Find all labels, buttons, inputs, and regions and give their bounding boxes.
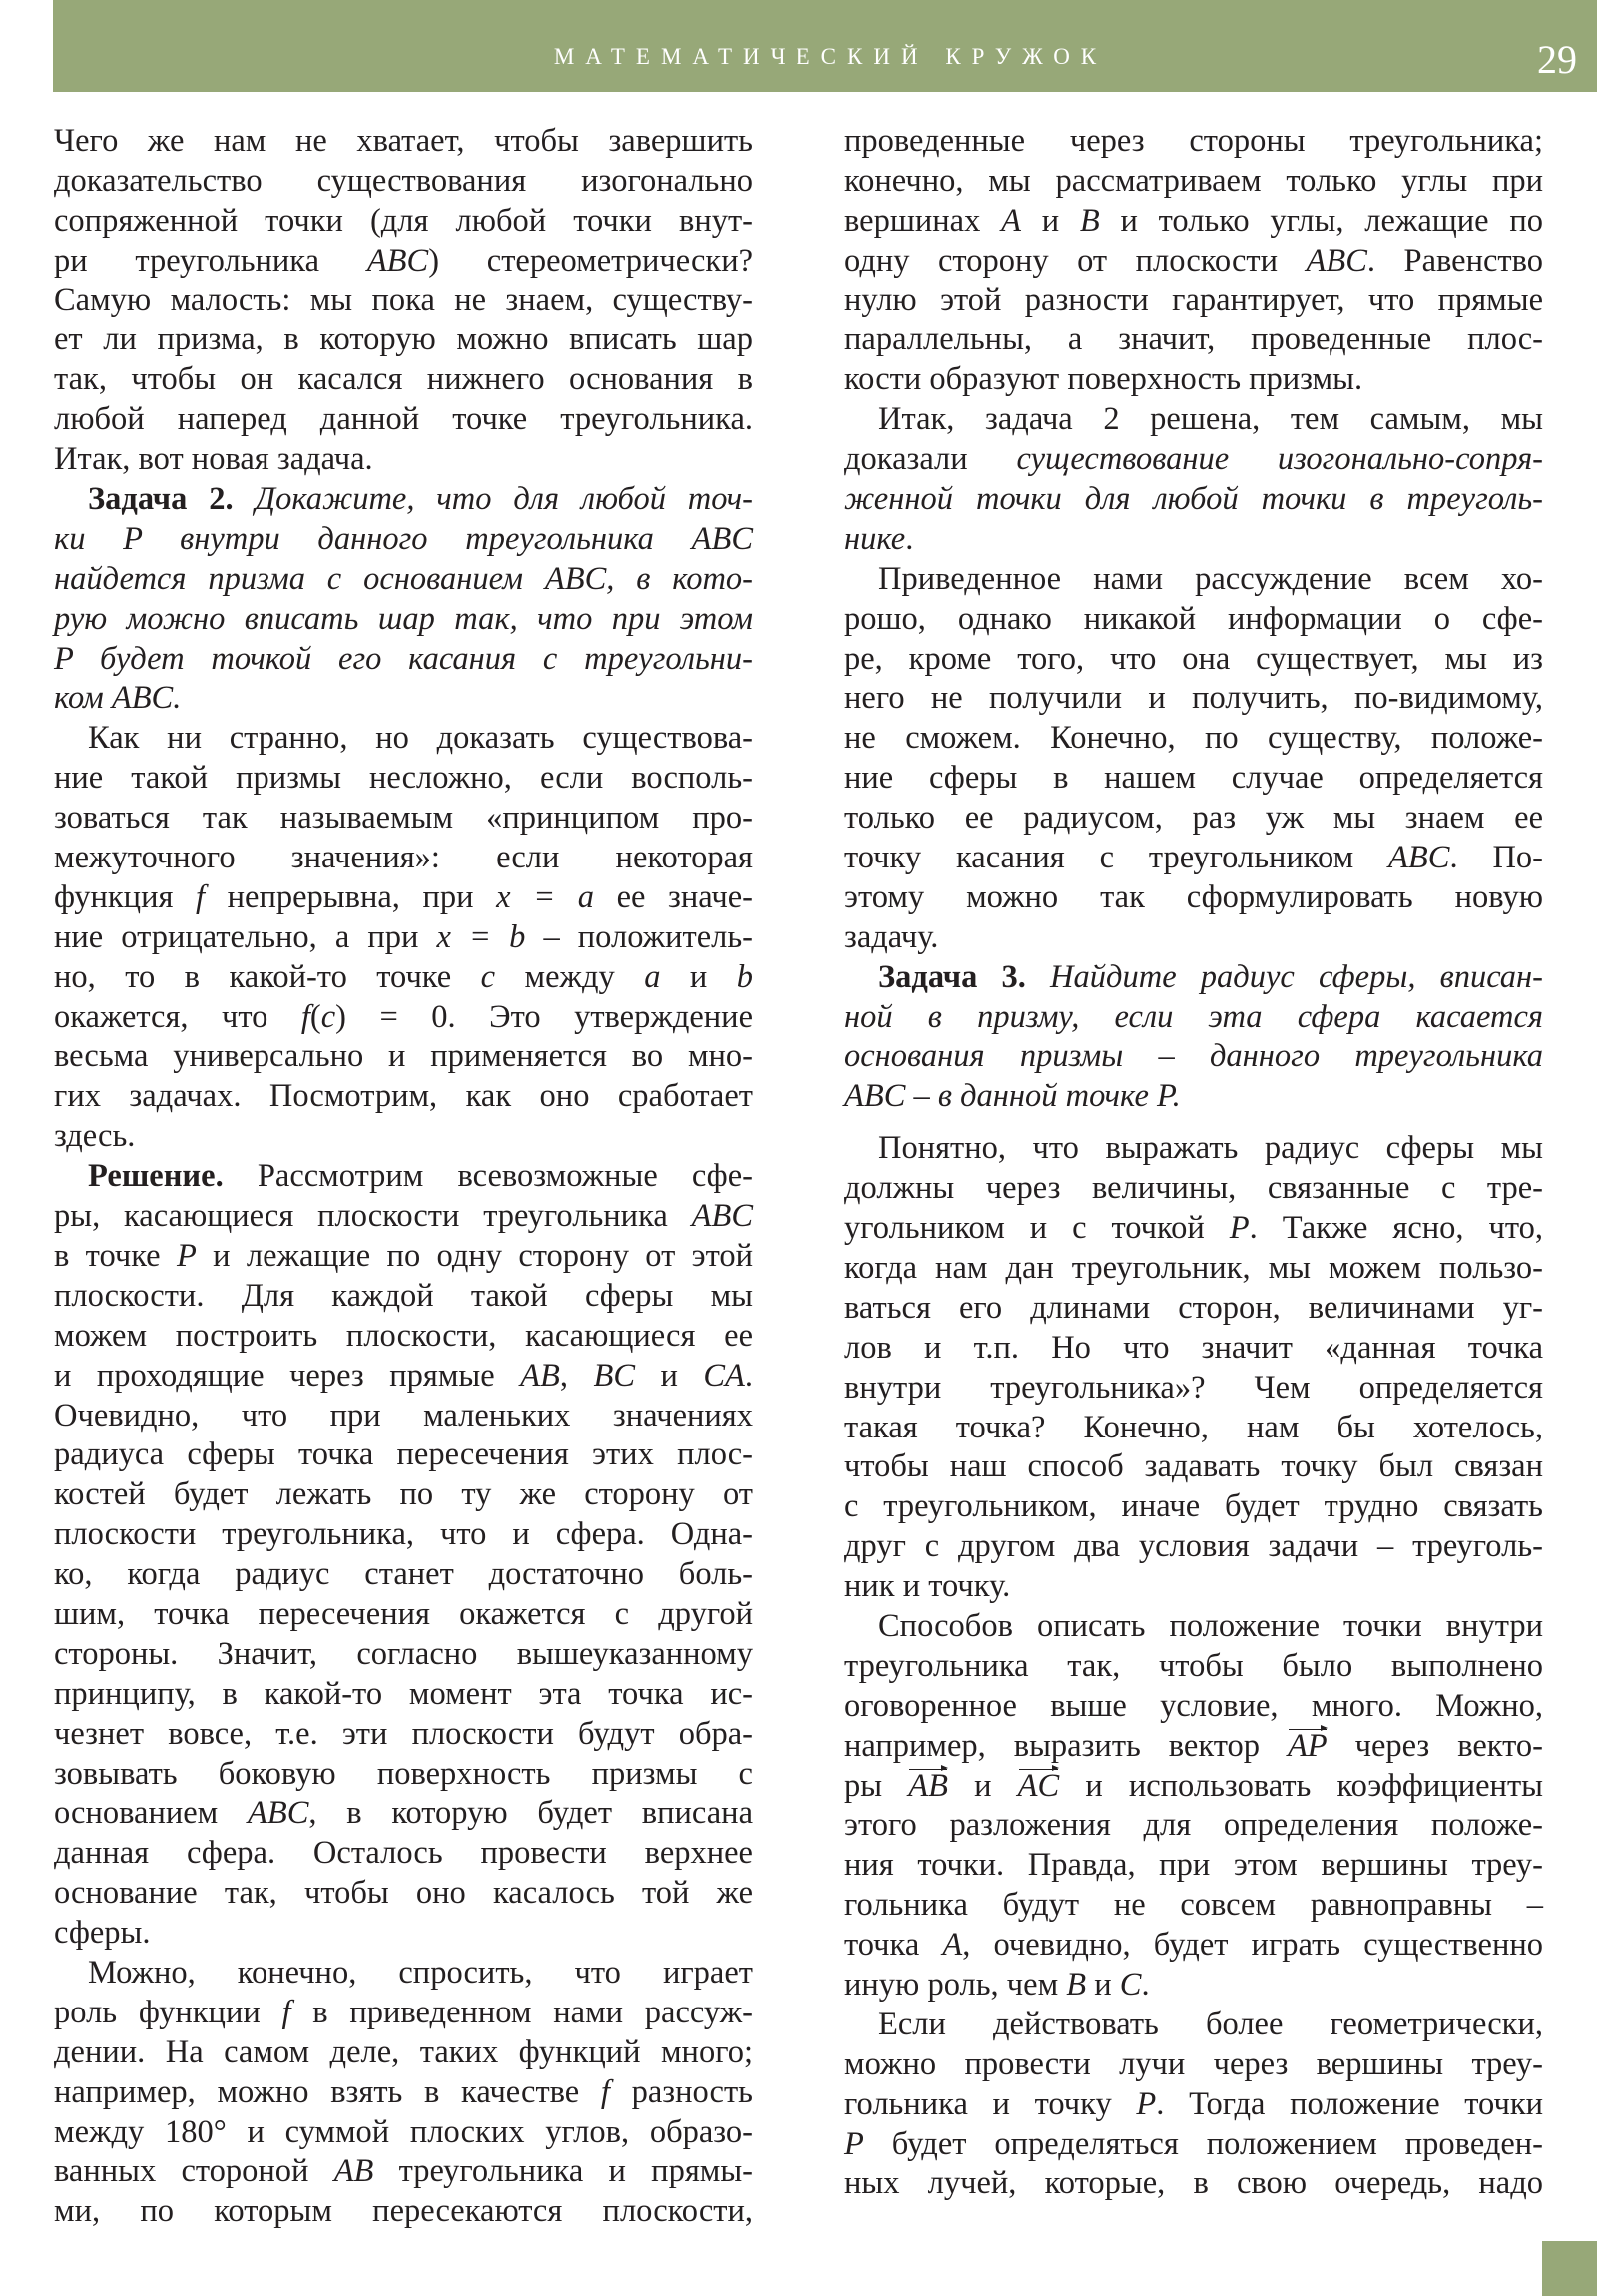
vector-notation: AC (1018, 1767, 1060, 1807)
text-segment: и проходящие через прямые (54, 1357, 521, 1394)
text-segment: , (559, 1357, 594, 1394)
text-segment: ние такой призмы несложно, если восполь- (54, 760, 753, 797)
text-line (54, 1157, 753, 1197)
text-line (54, 320, 753, 360)
text-line (844, 1169, 1543, 1209)
text-segment: основанием (54, 1795, 248, 1832)
text-segment: Если действовать более геометрически, (878, 2006, 1543, 2042)
text-line (54, 998, 753, 1038)
text-segment: ник и точку. (844, 1568, 1011, 1605)
text-segment: ко, когда радиус станет достаточно боль- (54, 1556, 753, 1593)
text-segment: ри треугольника (54, 242, 367, 279)
text-segment: него не получили и получить, по-видимому, (844, 680, 1543, 717)
text-line (54, 560, 753, 600)
running-header (53, 0, 1597, 92)
text-segment: ми, по которым пересекаются плоскости, (54, 2193, 753, 2230)
text-segment: ных лучей, которые, в свою очередь, надо (844, 2165, 1543, 2202)
text-line (844, 1129, 1543, 1169)
paragraph (844, 958, 1543, 1118)
text-line (54, 1755, 753, 1795)
italic-text: ABC (247, 1795, 309, 1832)
text-line (54, 1037, 753, 1077)
text-line (54, 2152, 753, 2192)
text-segment: разность (609, 2073, 753, 2110)
text-segment: вершинах (844, 202, 1002, 239)
paragraph (54, 719, 753, 1157)
text-segment: доказательство существования изогонально (54, 162, 753, 199)
text-segment: ры (844, 1767, 909, 1804)
paragraph (844, 400, 1543, 560)
text-segment: ( (309, 998, 321, 1035)
italic-text: f (300, 998, 310, 1035)
paragraph (54, 122, 753, 480)
text-segment: и лежащие по одну сторону от этой (196, 1237, 753, 1274)
text-line (844, 918, 1543, 958)
text-segment: . Тогда положение точки (1156, 2085, 1543, 2122)
paragraph (844, 560, 1543, 958)
text-line (844, 520, 1543, 560)
text-line (54, 1635, 753, 1675)
text-segment: данная сфера. Осталось провести верхнее (54, 1835, 753, 1872)
text-line (54, 1237, 753, 1277)
text-segment: ры, касающиеся плоскости треугольника (54, 1198, 692, 1235)
text-line (844, 560, 1543, 600)
text-segment: например, можно взять в качестве (54, 2073, 601, 2110)
left-column (54, 122, 753, 2232)
text-line (844, 679, 1543, 719)
italic-text: B (1066, 1966, 1087, 2003)
text-segment: и (947, 1767, 1018, 1804)
text-line (54, 1475, 753, 1515)
text-line (54, 600, 753, 640)
text-segment: только ее радиусом, раз уж мы знаем ее (844, 800, 1543, 837)
text-segment: должны через величины, связанные с тре- (844, 1170, 1543, 1207)
text-line (844, 1289, 1543, 1329)
vector-notation: AP (1288, 1727, 1328, 1767)
text-segment: плоскости. Для каждой такой сферы мы (54, 1277, 753, 1314)
text-line (844, 878, 1543, 918)
italic-text: женной точки для любой точки в треуголь- (844, 481, 1543, 518)
text-line (54, 799, 753, 839)
text-segment: с треугольником, иначе будет трудно связать (844, 1488, 1543, 1525)
journal-section-title: МАТЕМАТИЧЕСКИЙ КРУЖОК (553, 44, 1108, 69)
text-line (844, 1329, 1543, 1369)
italic-text: ком ABC. (54, 680, 182, 717)
text-segment: треугольника и прямы- (373, 2153, 753, 2190)
text-segment: Понятно, что выражать радиус сферы мы (878, 1130, 1543, 1167)
text-line (844, 1687, 1543, 1727)
italic-text: f (281, 1994, 291, 2030)
text-segment: и только углы, лежащие по (1099, 202, 1543, 239)
italic-text: A (1001, 202, 1021, 239)
text-segment: этому можно так сформулировать новую (844, 878, 1543, 915)
text-segment: . По- (1449, 840, 1543, 876)
text-line (54, 360, 753, 400)
italic-text: f (196, 878, 206, 915)
text-line (54, 1117, 753, 1157)
italic-text: a (644, 958, 661, 995)
text-line (844, 1886, 1543, 1926)
italic-text: AB (520, 1357, 560, 1394)
text-line (844, 799, 1543, 839)
text-line (844, 282, 1543, 321)
text-line (844, 600, 1543, 640)
paragraph (54, 1157, 753, 1954)
italic-text: A (942, 1927, 963, 1964)
text-segment: конечно, мы рассматриваем только углы при (844, 162, 1543, 199)
text-line (54, 1077, 753, 1117)
text-segment: в приведенном нами рассуж- (290, 1994, 753, 2030)
text-segment: друг с другом два условия задачи – треуголь- (844, 1528, 1543, 1565)
text-segment: радиуса сферы точка пересечения этих плос- (54, 1436, 753, 1473)
vector-notation: AB (908, 1767, 948, 1807)
text-line (844, 2125, 1543, 2165)
text-segment: не сможем. Конечно, по существу, положе- (844, 720, 1543, 757)
text-line (54, 918, 753, 958)
text-segment: одну сторону от плоскости (844, 242, 1307, 279)
italic-text: ной в призму, если эта сфера касается (844, 998, 1543, 1035)
text-line (54, 958, 753, 998)
text-segment: между (495, 958, 645, 995)
text-line (844, 1607, 1543, 1647)
italic-text: x = a (496, 878, 594, 915)
text-segment: кости образуют поверхность призмы. (844, 361, 1363, 398)
text-segment: оговоренное выше условие, много. Можно, (844, 1687, 1543, 1724)
text-segment: доказали (844, 441, 1017, 478)
text-segment: Способов описать положение точки внутри (878, 1607, 1543, 1644)
text-segment: между 180° и суммой плоских углов, образо- (54, 2113, 753, 2150)
text-segment: ) = 0. Это утверждение (335, 998, 753, 1035)
text-line (54, 1357, 753, 1397)
text-line (54, 719, 753, 759)
italic-text: C (1119, 1966, 1142, 2003)
text-segment: внутри треугольника»? Чем определяется (844, 1369, 1543, 1406)
italic-text: ABC (691, 1198, 753, 1235)
text-segment: – положитель- (525, 918, 753, 955)
text-line (844, 2006, 1543, 2045)
italic-text: P (1229, 1210, 1250, 1247)
italic-text: AB (333, 2153, 374, 2190)
italic-text: ABC (1306, 242, 1367, 279)
text-line (844, 162, 1543, 202)
text-line (844, 1037, 1543, 1077)
text-segment: лов и т.п. Но что значит «данная точка (844, 1329, 1543, 1366)
text-line (54, 440, 753, 480)
text-line (54, 1435, 753, 1475)
text-segment: зовывать боковую поверхность призмы с (54, 1755, 753, 1792)
paragraph (54, 480, 753, 719)
text-line (844, 1209, 1543, 1249)
italic-text: b (736, 958, 753, 995)
paragraph (54, 1954, 753, 2232)
text-line (844, 640, 1543, 680)
bold-label: Задача 2. (88, 481, 234, 518)
text-line (844, 1647, 1543, 1687)
text-segment: гих задачах. Посмотрим, как оно сработает (54, 1078, 753, 1115)
text-segment: окажется, что (54, 998, 301, 1035)
text-line (844, 440, 1543, 480)
text-segment: принципу, в какой-то момент эта точка ис- (54, 1675, 753, 1712)
text-segment: ее значе- (594, 878, 754, 915)
text-segment: и (635, 1357, 704, 1394)
text-segment: и (1086, 1966, 1120, 2003)
text-segment: гольника будут не совсем равноправны – (844, 1887, 1543, 1924)
text-segment: роль функции (54, 1994, 282, 2030)
text-line (54, 122, 753, 162)
text-segment: ванных стороной (54, 2153, 334, 2190)
italic-text: f (600, 2073, 610, 2110)
text-line (54, 480, 753, 520)
text-segment: можно провести лучи через вершины треу- (844, 2045, 1543, 2082)
text-line (54, 1914, 753, 1954)
text-line (844, 1487, 1543, 1527)
italic-text: P (844, 2125, 864, 2162)
text-segment: непрерывна, при (205, 878, 497, 915)
text-line (844, 1447, 1543, 1487)
text-segment: и использовать коэффициенты (1059, 1767, 1543, 1804)
text-line (844, 1077, 1543, 1117)
text-line (54, 1715, 753, 1755)
italic-text: существование изогонально-сопря- (1016, 441, 1543, 478)
text-segment: например, выразить вектор (844, 1727, 1288, 1764)
text-segment: Самую малость: мы пока не знаем, существу- (54, 282, 753, 318)
bold-label: Решение. (88, 1158, 224, 1195)
text-line (54, 242, 753, 282)
text-line (844, 958, 1543, 998)
text-line (844, 480, 1543, 520)
text-line (54, 1675, 753, 1715)
text-line (54, 162, 753, 202)
text-line (844, 360, 1543, 400)
text-line (54, 1317, 753, 1357)
text-segment: Итак, задача 2 решена, тем самым, мы (878, 401, 1543, 438)
text-segment: сопряженной точки (для любой точки внут- (54, 202, 753, 239)
text-line (54, 1595, 753, 1635)
text-segment: гольника и точку (844, 2085, 1137, 2122)
text-line (844, 759, 1543, 799)
text-segment: будет определяться положением проведен- (863, 2125, 1543, 2162)
text-line (54, 1794, 753, 1834)
text-line (844, 1369, 1543, 1409)
text-line (844, 2045, 1543, 2085)
text-segment: весьма универсально и применяется во мно- (54, 1038, 753, 1075)
text-line (54, 1874, 753, 1914)
text-line (844, 122, 1543, 162)
text-line (844, 320, 1543, 360)
right-column (844, 122, 1543, 2204)
text-segment: ваться его длинами сторон, величинами уг- (844, 1289, 1543, 1326)
text-segment: Как ни странно, но доказать существова- (88, 720, 753, 757)
text-segment: ) стереометрически? (428, 242, 754, 279)
text-line (54, 1515, 753, 1555)
italic-text: нике (844, 520, 906, 557)
italic-text: основания призмы – данного треугольника (844, 1038, 1543, 1075)
text-line (54, 282, 753, 321)
text-segment: Приведенное нами рассуждение всем хо- (878, 560, 1543, 597)
text-segment: ет ли призма, в которую можно вписать шар (54, 321, 753, 358)
text-segment: , очевидно, будет играть существенно (962, 1927, 1543, 1964)
text-segment: и (660, 958, 737, 995)
text-segment: . (905, 520, 914, 557)
text-segment: точка (844, 1927, 943, 1964)
italic-text: P будет точкой его касания с треугольни- (54, 640, 753, 677)
text-line (54, 2192, 753, 2232)
text-line (844, 2164, 1543, 2204)
text-line (844, 1567, 1543, 1607)
text-segment: задачу. (844, 918, 939, 955)
italic-text: Докажите, что для любой точ- (233, 481, 754, 518)
text-line (844, 202, 1543, 242)
text-segment: здесь. (54, 1118, 136, 1155)
text-line (54, 878, 753, 918)
text-segment: нулю этой разности гарантирует, что прямые (844, 282, 1543, 318)
text-line (844, 1727, 1543, 1767)
text-segment: шим, точка пересечения окажется с другой (54, 1595, 753, 1632)
text-segment: параллельны, а значит, проведенные плос- (844, 321, 1543, 358)
text-segment: . (1141, 1966, 1150, 2003)
text-segment: костей будет лежать по ту же сторону от (54, 1476, 753, 1513)
text-segment: и (1020, 202, 1080, 239)
italic-text: ABC (366, 242, 429, 279)
italic-text: P (176, 1237, 197, 1274)
text-segment: . (744, 1357, 753, 1394)
text-segment: точку касания с треугольником (844, 840, 1389, 876)
text-line (54, 2113, 753, 2153)
text-segment: плоскости треугольника, что и сфера. Одна- (54, 1516, 753, 1553)
text-line (54, 1277, 753, 1317)
text-segment: функция (54, 878, 197, 915)
text-segment: Итак, вот новая задача. (54, 441, 373, 478)
text-segment: когда нам дан треугольник, мы можем пользо- (844, 1249, 1543, 1286)
italic-text: ABC – в данной точке P. (844, 1078, 1181, 1115)
italic-text: найдется призма с основанием ABC, в кото- (54, 560, 753, 597)
italic-text: CA (703, 1357, 745, 1394)
text-segment: стороны. Значит, согласно вышеуказанному (54, 1635, 753, 1672)
bold-label: Задача 3. (878, 958, 1026, 995)
corner-decoration (1542, 2241, 1597, 2296)
text-segment: . Также ясно, что, (1249, 1210, 1543, 1247)
text-line (54, 1954, 753, 1994)
text-line (54, 520, 753, 560)
text-line (54, 1397, 753, 1436)
paragraph (844, 1129, 1543, 1607)
text-segment: Очевидно, что при маленьких значениях (54, 1397, 753, 1434)
text-line (54, 202, 753, 242)
paragraph (844, 122, 1543, 400)
text-segment: чезнет вовсе, т.е. эти плоскости будут обра- (54, 1715, 753, 1752)
text-line (54, 1197, 753, 1237)
paragraph (844, 1607, 1543, 2006)
text-line (844, 1806, 1543, 1846)
text-segment: рошо, однако никакой информации о сфе- (844, 600, 1543, 637)
text-line (54, 1994, 753, 2033)
text-line (844, 1846, 1543, 1886)
text-segment: зоваться так называемым «принципом про- (54, 800, 753, 837)
text-line (844, 1527, 1543, 1567)
text-segment: можем построить плоскости, касающиеся ее (54, 1317, 753, 1354)
italic-text: ABC (1388, 840, 1450, 876)
text-segment: любой наперед данной точке треугольника. (54, 401, 753, 438)
italic-text: B (1079, 202, 1100, 239)
text-line (844, 1249, 1543, 1289)
text-line (54, 1555, 753, 1595)
text-segment: основание так, чтобы оно касалось той же (54, 1875, 753, 1912)
text-segment: межуточного значения»: если некоторая (54, 840, 753, 876)
text-segment: в точке (54, 1237, 177, 1274)
text-line (844, 1409, 1543, 1448)
text-line (54, 759, 753, 799)
text-line (844, 839, 1543, 878)
text-segment: ния точки. Правда, при этом вершины треу- (844, 1847, 1543, 1884)
italic-text: Найдите радиус сферы, вписан- (1025, 958, 1544, 995)
text-line (844, 1926, 1543, 1966)
text-line (54, 400, 753, 440)
text-line (54, 679, 753, 719)
text-line (844, 1767, 1543, 1807)
italic-text: P (1136, 2085, 1157, 2122)
text-segment: так, чтобы он касался нижнего основания в (54, 361, 753, 398)
text-segment: ние отрицательно, а при (54, 918, 437, 955)
text-segment: иную роль, чем (844, 1966, 1067, 2003)
text-segment: , в которую будет вписана (308, 1795, 753, 1832)
text-line (54, 2073, 753, 2113)
italic-text: x = b (436, 918, 526, 955)
text-segment: Можно, конечно, спросить, что играет (88, 1954, 753, 1991)
italic-text: c (480, 958, 496, 995)
paragraph (844, 2006, 1543, 2204)
text-line (54, 2033, 753, 2073)
text-segment: но, то в какой-то точке (54, 958, 481, 995)
text-segment: ние сферы в нашем случае определяется (844, 760, 1543, 797)
text-segment: проведенные через стороны треугольника; (844, 123, 1543, 159)
italic-text: ки P внутри данного треугольника ABC (54, 520, 753, 557)
italic-text: рую можно вписать шар так, что при этом (54, 600, 753, 637)
text-segment: такая точка? Конечно, нам бы хотелось, (844, 1409, 1543, 1445)
page-number: 29 (1537, 37, 1577, 82)
text-segment: треугольника так, чтобы было выполнено (844, 1647, 1543, 1684)
text-line (844, 2085, 1543, 2125)
text-segment: Рассмотрим всевозможные сфе- (223, 1158, 753, 1195)
italic-text: BC (593, 1357, 635, 1394)
text-segment: через векто- (1327, 1727, 1543, 1764)
text-segment: ре, кроме того, что она существует, мы из (844, 640, 1543, 677)
text-line (844, 242, 1543, 282)
text-segment: Чего же нам не хватает, чтобы завершить (54, 123, 753, 159)
text-line (844, 998, 1543, 1038)
text-segment: этого разложения для определения положе- (844, 1807, 1543, 1844)
italic-text: c (320, 998, 336, 1035)
text-line (54, 640, 753, 680)
text-segment: . Равенство (1366, 242, 1543, 279)
text-segment: сферы. (54, 1915, 151, 1952)
text-segment: дении. На самом деле, таких функций много; (54, 2033, 753, 2070)
text-line (844, 400, 1543, 440)
text-segment: угольником и с точкой (844, 1210, 1230, 1247)
text-line (844, 1966, 1543, 2006)
text-line (54, 1834, 753, 1874)
text-segment: чтобы наш способ задавать точку был связан (844, 1448, 1543, 1485)
text-line (54, 839, 753, 878)
text-line (844, 719, 1543, 759)
